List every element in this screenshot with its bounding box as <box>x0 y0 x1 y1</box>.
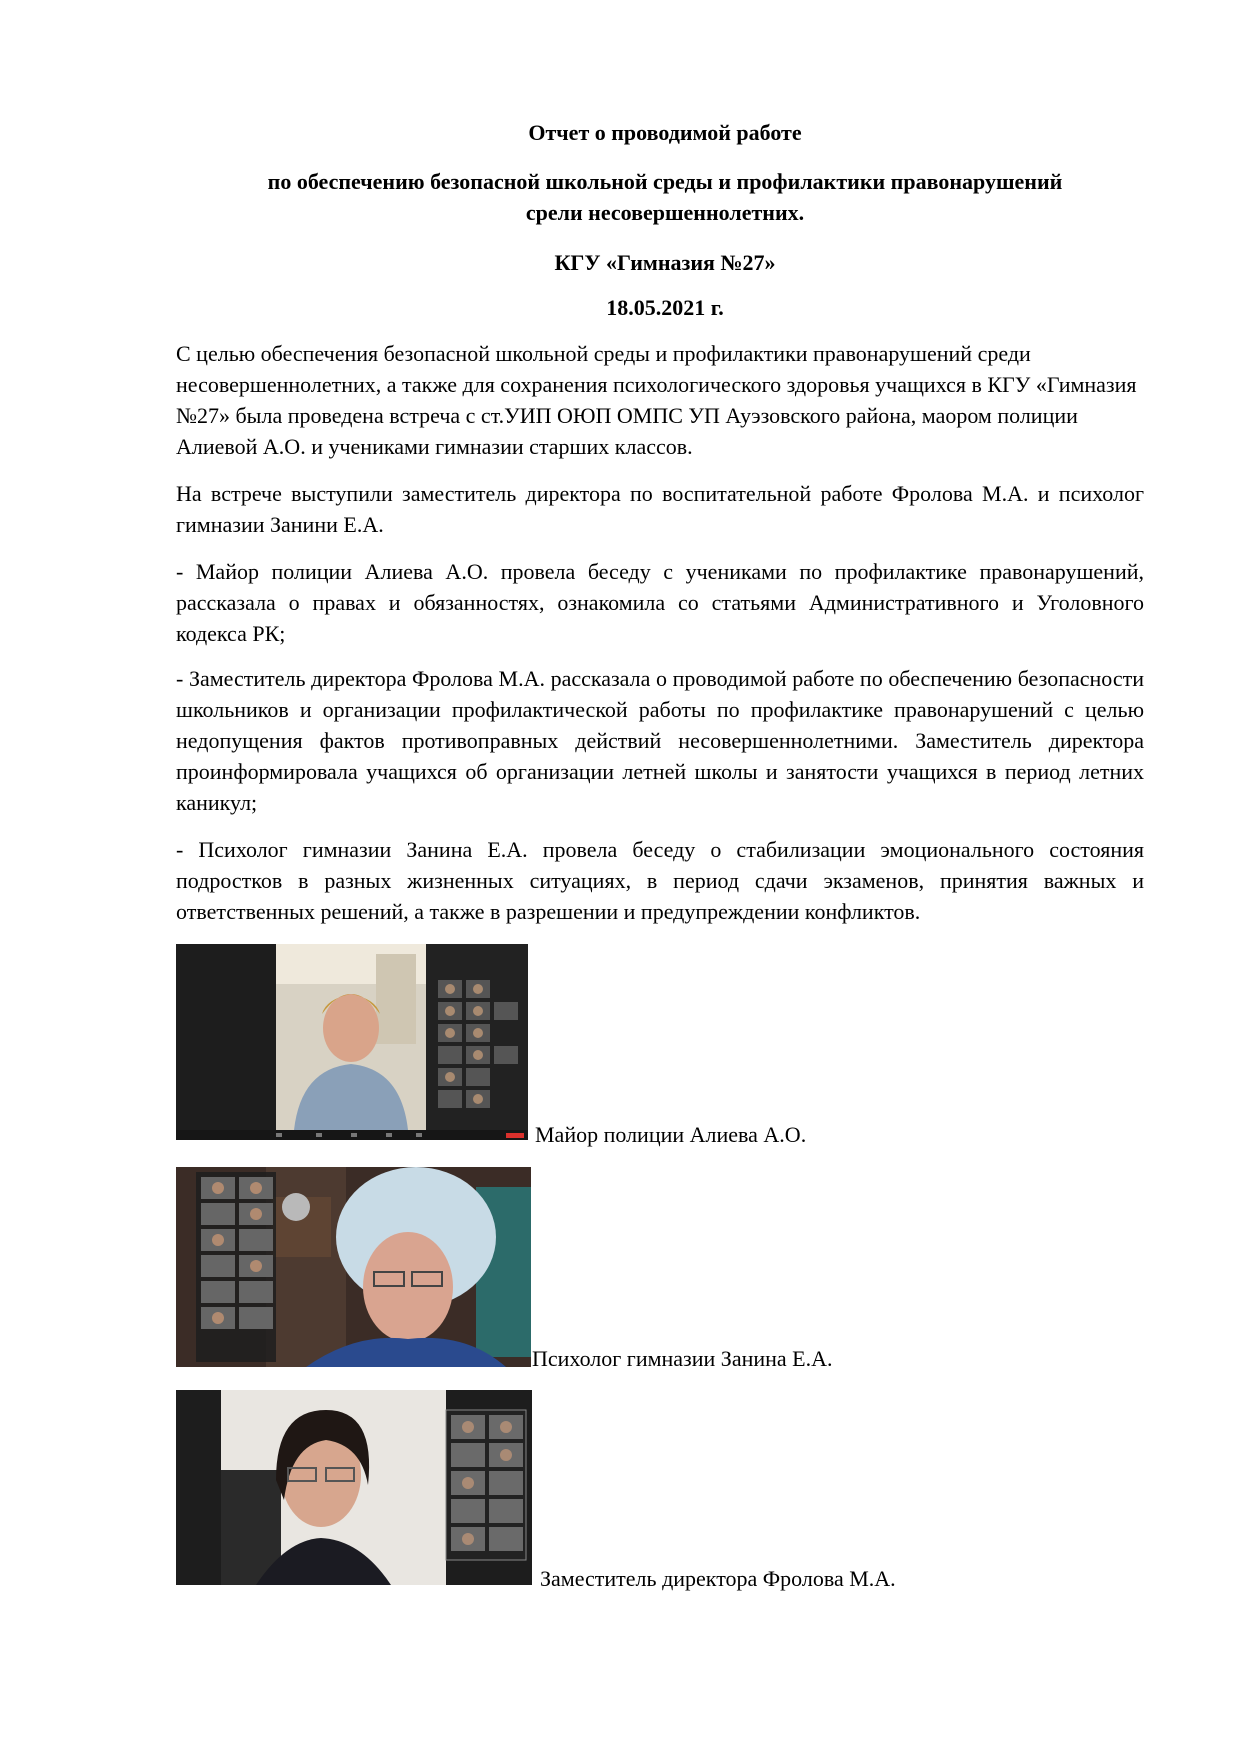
video-call-screenshot-icon <box>176 944 528 1140</box>
photo-caption-psychologist: Психолог гимназии Занина Е.А. <box>532 1346 833 1371</box>
paragraph-speakers: На встрече выступили заместитель директора по воспитательной работе Фролова М.А. и психолог гимназии Занини Е.А. <box>176 481 1144 537</box>
report-date: 18.05.2021 г. <box>606 295 724 320</box>
video-call-screenshot-icon <box>176 1390 532 1585</box>
report-subtitle-line2: срели несовершеннолетних. <box>525 200 805 225</box>
paragraph-deputy-talk: - Заместитель директора Фролова М.А. рассказала о проводимой работе по обеспечению безопасности школьников и организации профилактической работы по профилактике правонарушений с целью недопущения фактов противоправных действий несовершеннолетними. Заместитель директора проинформировала учащихся об организации летней школы и занятости учащихся в период летних каникул; <box>176 666 1144 815</box>
paragraph-intro: С целью обеспечения безопасной школьной среды и профилактики правонарушений среди несовершеннолетних, а также для сохранения психологического здоровья учащихся в КГУ «Гимназия №27» была проведена встреча с ст.УИП ОЮП ОМПС УП Ауэзовского района, маором полиции Алиевой А.О. и учениками гимназии старших классов. <box>176 341 1137 459</box>
organization-name: КГУ «Гимназия №27» <box>554 250 776 275</box>
video-call-screenshot-icon <box>176 1167 531 1367</box>
photo-police-officer <box>176 944 528 1140</box>
report-subtitle <box>0 166 1241 228</box>
photo-psychologist <box>176 1167 531 1367</box>
report-subtitle-line1: по обеспечению безопасной школьной среды и профилактики правонарушений <box>267 169 1063 194</box>
paragraph-psychologist-talk: - Психолог гимназии Занина Е.А. провела беседу о стабилизации эмоционального состояния подростков в разных жизненных ситуациях, в период сдачи экзаменов, принятия важных и ответственных решений, а также в разрешении и предупреждении конфликтов. <box>176 837 1144 924</box>
report-title: Отчет о проводимой работе <box>528 120 802 145</box>
paragraph-police-talk: - Майор полиции Алиева А.О. провела беседу с учениками по профилактике правонарушений, рассказала о правах и обязанностях, ознакомила со статьями Административного и Уголовного кодекса РК; <box>176 559 1144 646</box>
photo-caption-deputy: Заместитель директора Фролова М.А. <box>540 1566 896 1591</box>
photo-deputy-director <box>176 1390 532 1585</box>
photo-caption-police: Майор полиции Алиева А.О. <box>535 1122 807 1147</box>
